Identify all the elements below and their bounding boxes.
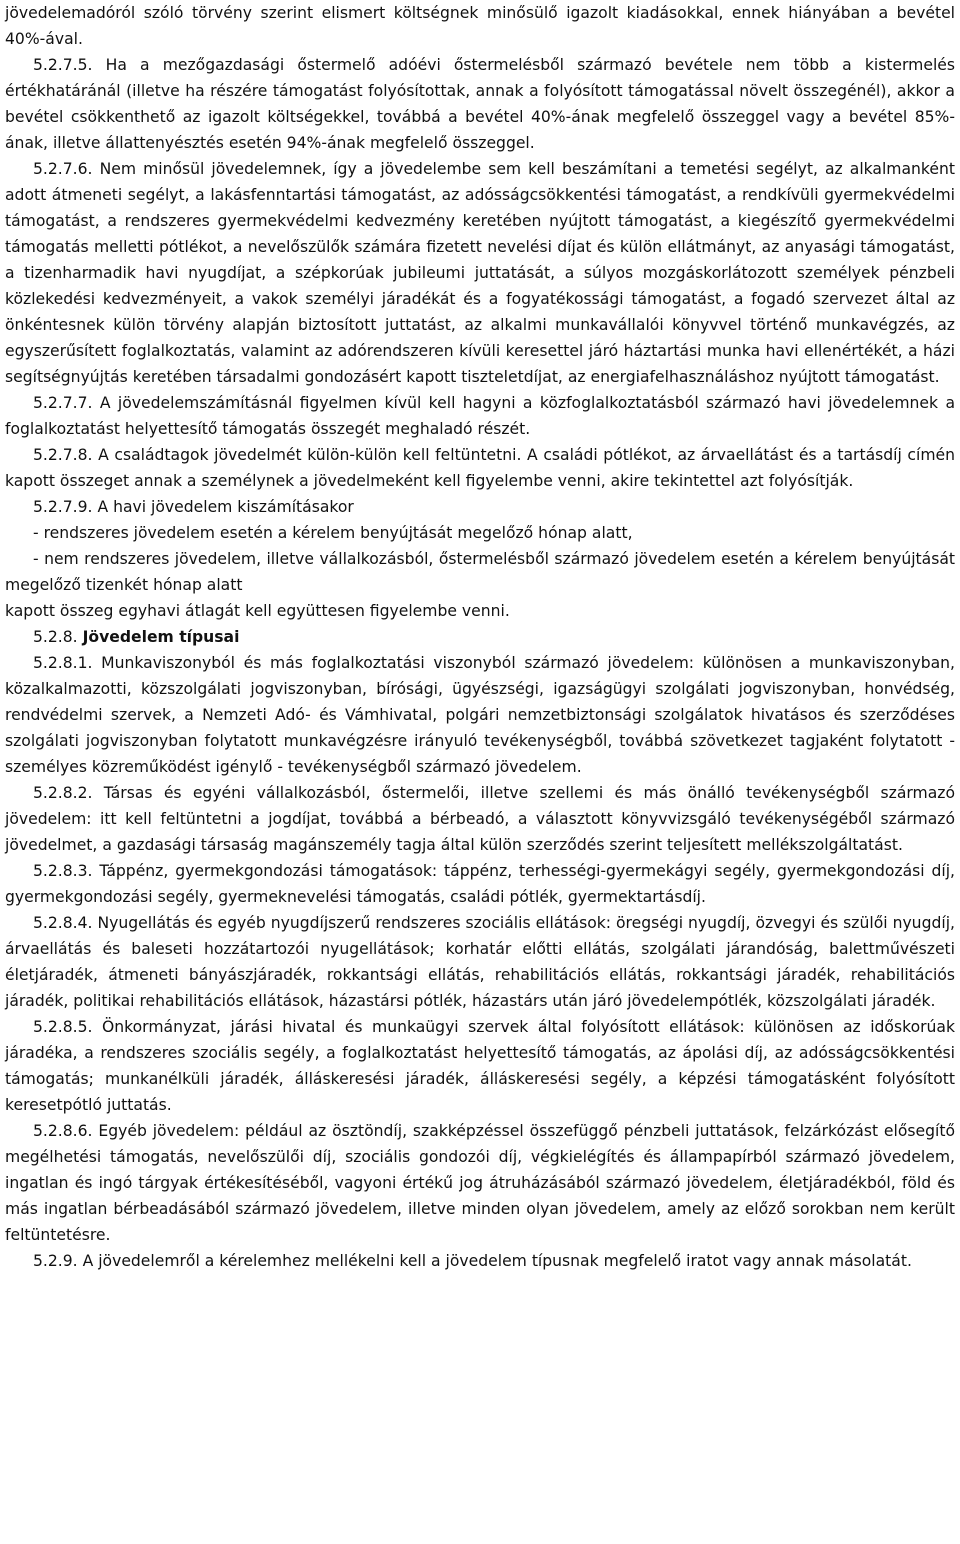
section-5-2-7-6: 5.2.7.6. Nem minősül jövedelemnek, így a jövedelembe sem kell beszámítani a temetési segélyt, az alkalmanként adott átmeneti segélyt, a lakásfenntartási támogatást, az adósságcsökkentési támogatást, a rendkívüli gyermekvédelmi támogatást, a rendszeres gyermekvédelmi kedvezmény keretében nyújtott támogatást, a kiegészítő gyermekvédelmi támogatás melletti pótlékot, a nevelőszülők számára fizetett nevelési díjat és külön ellátmányt, az anyasági támogatást, a tizenharmadik havi nyugdíjat, a szépkorúak jubileumi juttatását, a súlyos mozgáskorlátozott személyek pénzbeli közlekedési kedvezményeit, a vakok személyi járadékát és a fogyatékossági támogatást, a fogadó szervezet által az önkéntesnek külön törvény alapján biztosított juttatást, az alkalmi munkavállalói könyvvel történő munkavégzés, az egyszerűsített foglalkoztatás, valamint az adórendszeren kívüli keresettel járó háztartási munka havi ellenértékét, a házi segítségnyújtás keretében társadalmi gondozásért kapott tiszteletdíjat, az energiafelhasználáshoz nyújtott támogatást. xyxy=(5,160,955,386)
section-heading-5-2-8 xyxy=(5,624,955,650)
section-heading-number: 5.2.8. xyxy=(33,628,78,646)
section-5-2-7-8: 5.2.7.8. A családtagok jövedelmét külön-külön kell feltüntetni. A családi pótlékot, az árvaellátást és a tartásdíj címén kapott összeget annak a személynek a jövedelmeként kell figyelembe venni, akire tekintettel azt folyósítják. xyxy=(5,446,955,490)
section-5-2-7-5: 5.2.7.5. Ha a mezőgazdasági őstermelő adóévi őstermelésből származó bevétele nem több a kistermelés értékhatáránál (illetve ha részére támogatást folyósítottak, annak a folyósított támogatással növelt összegénél), akkor a bevétel csökkenthető az igazolt költségekkel, továbbá a bevétel 40%-ának megfelelő összeggel vagy a bevétel 85%-ának, illetve állattenyésztés esetén 94%-ának megfelelő összeggel. xyxy=(5,56,955,152)
section-5-2-9: 5.2.9. A jövedelemről a kérelemhez mellékelni kell a jövedelem típusnak megfelelő iratot vagy annak másolatát. xyxy=(33,1252,912,1270)
section-5-2-8-3: 5.2.8.3. Táppénz, gyermekgondozási támogatások: táppénz, terhességi-gyermekágyi segély, gyermekgondozási díj, gyermekgondozási segély, gyermeknevelési támogatás, családi pótlék, gyermektartásdíj. xyxy=(5,862,955,906)
section-5-2-8-2: 5.2.8.2. Társas és egyéni vállalkozásból, őstermelői, illetve szellemi és más önálló tevékenységből származó jövedelem: itt kell feltüntetni a jogdíjat, továbbá a bérbeadó, a választott könyvvizsgáló tevékenységéből származó jövedelmet, a gazdasági társaság magánszemély tagja által külön szerződés szerint teljesített mellékszolgáltatást. xyxy=(5,784,955,854)
section-5-2-7-9-item-a: - rendszeres jövedelem esetén a kérelem benyújtását megelőző hónap alatt, xyxy=(33,524,633,542)
section-5-2-7-7: 5.2.7.7. A jövedelemszámításnál figyelmen kívül kell hagyni a közfoglalkoztatásból származó havi jövedelemnek a foglalkoztatást helyettesítő támogatás összegét meghaladó részét. xyxy=(5,394,955,438)
section-heading-title: Jövedelem típusai xyxy=(82,628,240,646)
intro-paragraph: jövedelemadóról szóló törvény szerint elismert költségnek minősülő igazolt kiadásokkal, ennek hiányában a bevétel 40%-ával. xyxy=(5,4,955,48)
section-5-2-7-9: 5.2.7.9. A havi jövedelem kiszámításakor xyxy=(33,498,354,516)
section-5-2-8-1: 5.2.8.1. Munkaviszonyból és más foglalkoztatási viszonyból származó jövedelem: különösen a munkaviszonyban, közalkalmazotti, közszolgálati jogviszonyban, bírósági, ügyészségi, igazságügyi szolgálati jogviszonyban, honvédség, rendvédelmi szervek, a Nemzeti Adó- és Vámhivatal, polgári nemzetbiztonsági szolgálatok hivatásos és szerződéses szolgálati jogviszonyban folytatott munkavégzésre irányuló tevékenységből, továbbá szövetkezet tagjaként folytatott - személyes közreműködést igénylő - tevékenységből származó jövedelem. xyxy=(5,654,955,776)
section-5-2-8-4: 5.2.8.4. Nyugellátás és egyéb nyugdíjszerű rendszeres szociális ellátások: öregségi nyugdíj, özvegyi és szülői nyugdíj, árvaellátás és baleseti hozzátartozói nyugellátások; korhatár előtti ellátás, szolgálati járandóság, balettművészeti életjáradék, átmeneti bányászjáradék, rokkantsági ellátás, rehabilitációs ellátás, rokkantsági járadék, rehabilitációs járadék, politikai rehabilitációs ellátások, házastársi pótlék, házastárs után járó jövedelempótlék, közszolgálati járadék. xyxy=(5,914,955,1010)
section-5-2-8-6: 5.2.8.6. Egyéb jövedelem: például az ösztöndíj, szakképzéssel összefüggő pénzbeli juttatások, felzárkózást elősegítő megélhetési támogatás, nevelőszülői díj, szociális gondozói díj, végkielégítés és állampapírból származó jövedelem, ingatlan és ingó tárgyak értékesítéséből, vagyoni értékű jog átruházásából származó jövedelem, életjáradékból, föld és más ingatlan bérbeadásából származó jövedelem, illetve minden olyan jövedelem, amely az előző sorokban nem került feltüntetésre. xyxy=(5,1122,955,1244)
section-5-2-7-9-item-b: - nem rendszeres jövedelem, illetve vállalkozásból, őstermelésből származó jövedelem esetén a kérelem benyújtását megelőző tizenkét hónap alatt xyxy=(5,550,955,594)
section-5-2-7-9-conclusion: kapott összeg egyhavi átlagát kell együttesen figyelembe venni. xyxy=(5,602,510,620)
section-5-2-8-5: 5.2.8.5. Önkormányzat, járási hivatal és munkaügyi szervek által folyósított ellátások: különösen az időskorúak járadéka, a rendszeres szociális segély, a foglalkoztatást helyettesítő támogatás, az ápolási díj, az adósságcsökkentési támogatás; munkanélküli járadék, álláskeresési járadék, álláskeresési segély, a képzési támogatásként folyósított keresetpótló juttatás. xyxy=(5,1018,955,1114)
